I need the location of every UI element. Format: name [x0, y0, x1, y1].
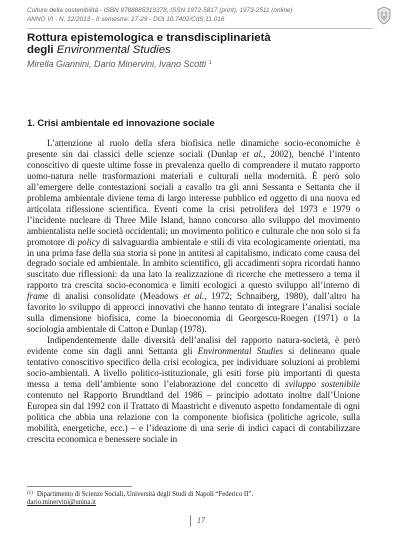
p1-text-3: di salvaguardia ambientale e stili di vita ecologicamente orientati, ma in una prima fase della sua storia si pone in antitesi al capitalismo, indicato come causa del degrado sociale ed ambientale. In ambito scientifico, gli accadimenti sopra ricordati hanno suscitato due riflessioni: da una lato la realizzazione di ricerche che mettessero a tema il rapporto tra crescita socio-economica e limiti ecologici a questo sviluppo all’interno di: [27, 236, 360, 291]
page-number-rule: [190, 515, 191, 527]
p1-text-1: L’attenzione al ruolo della sfera biofisica nelle dinamiche socio-economiche è presente sin dai classici delle scienze sociali (Dunlap: [27, 138, 360, 159]
article-title-line-2: [27, 44, 377, 56]
p1-italic-1: et al.: [242, 148, 264, 159]
footnote-affiliation: [27, 490, 367, 499]
p1-text-2: , 2002), benché l’intento conoscitivo di queste ultime fosse in prevalenza quello di comprendere il mutato rapporto uomo-natura nelle trasformazioni materiali e culturali nella modernità. È però solo all’emergere delle contestazioni sociali a cavallo tra gli anni Sessanta e Settanta che il problema ambientale diviene tema di largo interesse pubblico ed oggetto di una nuova ed articolata riflessione scientifica. Eventi come la crisi petrolifera del 1973 e 1979 o l’incidente nucleare di Three Mile Island, hanno concorso allo sviluppo del movimento ambientalista nelle società occidentali; un movimento politico e culturale che non solo si fa promotore di: [27, 148, 360, 247]
author-footnote-mark: 1: [208, 60, 212, 66]
body-paragraph-1: [27, 138, 360, 335]
footnote-affiliation-text: Dipartimento di Scienze Sociali, Università degli Studi di Napoli “Federico II”.: [36, 491, 254, 498]
p2-text-3: contenuto nel Rapporto Brundtland del 1986 – principio adottato inoltre dall’Unione Europea sin dal 1992 con il Trattato di Maastricht e divenuto aspetto fondamentale di ogni politica che abbia una relazione con la componente biofisica (politiche agricole, sulla mobilità, energetiche, ecc.) – e l’ideazione di una serie di indici capaci di contabilizzare crescita economica e benessere sociale in: [27, 389, 360, 444]
p1-text-4: di analisi consolidate (Meadows: [48, 291, 184, 302]
p1-text-5: , 1972; Schnaiberg, 1980), dall’altro ha favorito lo sviluppo di approcci innovativi che hanno tentato di integrare l’analisi sociale sulla dimensione biofisica, come la bioeconomia di Georgescu-Roegen (1971) o la sociologia ambientale di Catton e Dunlap (1978).: [27, 291, 361, 335]
author-names: Mirella Giannini, Dario Minervini, Ivano Scotti: [27, 59, 207, 69]
p1-italic-3: frame: [27, 291, 49, 302]
footnote-email-link[interactable]: dario.minervini@unina.it: [27, 499, 96, 507]
section-heading: 1. Crisi ambientale ed innovazione sociale: [27, 117, 215, 128]
title-degli: degli: [27, 44, 54, 57]
footnote: [27, 490, 367, 508]
p2-italic-1: Environmental Studies: [197, 346, 284, 357]
header-line-journal: Culture della sostenibilità - ISBN 9788885313378, ISSN 1972-5817 (print), 1973-2511 (online): [27, 7, 293, 14]
title-environmental-studies: Environmental Studies: [56, 44, 171, 57]
p1-italic-2: policy: [77, 236, 100, 247]
header-line-issue: ANNO VI - N. 12/2013 - II semestre: 17-29 - DOI 10.7402/CdS.11.016: [27, 15, 225, 23]
p2-text-2: si delineano quale tentativo conoscitivo specifico della crisi ecologica, per individuare soluzioni ai problemi socio-ambientali. A livello politico-istituzionale, gli esiti forse più importanti di questa messa a tema dell’ambiente sono l’elaborazione del concetto di: [27, 346, 360, 389]
article-title: [27, 32, 377, 56]
article-body: [27, 138, 360, 445]
body-paragraph-2: [27, 335, 360, 445]
footnote-mark: (1): [27, 491, 33, 496]
p1-italic-4: et al.: [183, 291, 205, 302]
header-rule: [27, 28, 373, 29]
p2-italic-2: sviluppo sostenibile: [285, 378, 360, 389]
page-number: 17: [197, 516, 205, 525]
footnote-rule: [27, 486, 132, 487]
author-list: [27, 58, 212, 70]
p2-text-1: Indipendentemente dalle diversità dell’analisi del rapporto natura-società, è però evidente come sin dagli anni Settanta gli: [27, 335, 360, 357]
university-seal-icon: [376, 6, 392, 25]
article-title-line-1: Rottura epistemologica e transdisciplinarietà: [27, 32, 271, 44]
running-header: [27, 7, 372, 24]
